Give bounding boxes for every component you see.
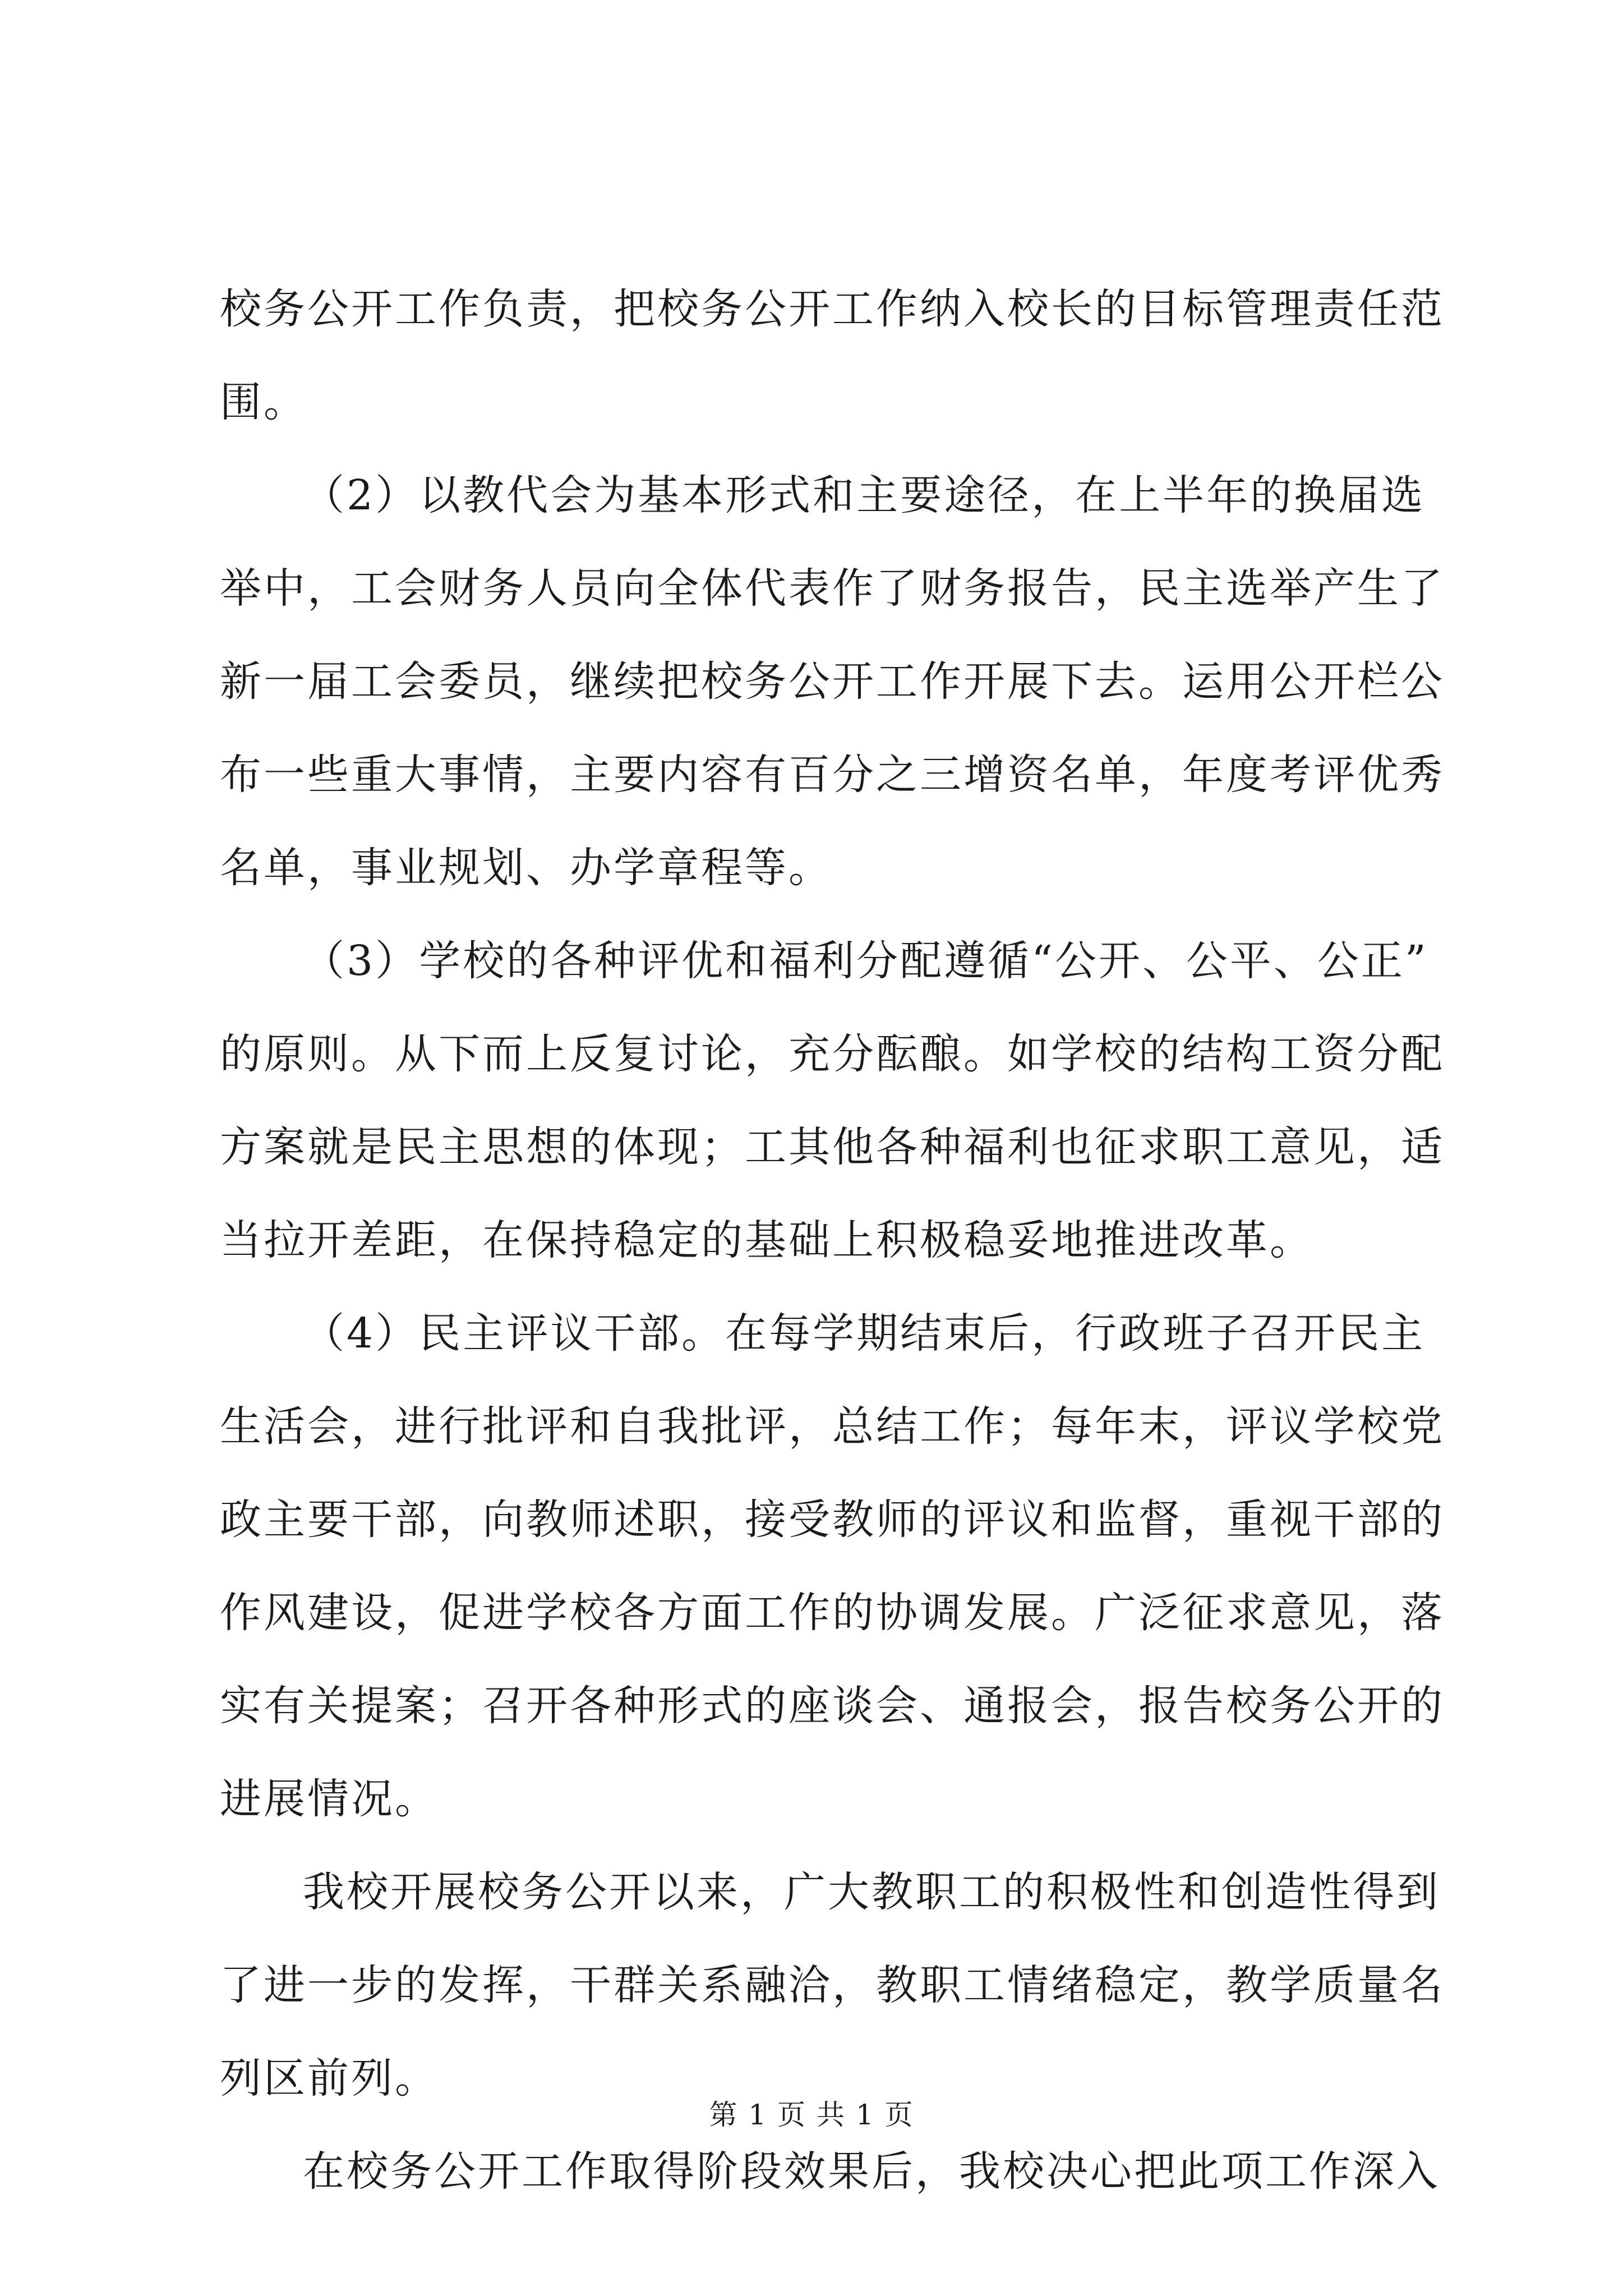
text-line: （4）民主评议干部。在每学期结束后，行政班子召开民主 bbox=[303, 1309, 1426, 1358]
text-line: 名单，事业规划、办学章程等。 bbox=[220, 844, 832, 892]
text-line: 的原则。从下而上反复讨论，充分酝酿。如学校的结构工资分配 bbox=[220, 1030, 1445, 1078]
text-line: （2）以教代会为基本形式和主要途径，在上半年的换届选 bbox=[303, 471, 1426, 519]
document-body bbox=[220, 263, 1445, 2218]
page-footer: 第 1 页 共 1 页 bbox=[709, 2099, 914, 2131]
text-line: 进展情况。 bbox=[220, 1775, 439, 1823]
text-line: 举中，工会财务人员向全体代表作了财务报告，民主选举产生了 bbox=[220, 564, 1445, 613]
text-line: 生活会，进行批评和自我批评，总结工作；每年末，评议学校党 bbox=[220, 1402, 1445, 1451]
text-line: 政主要干部，向教师述职，接受教师的评议和监督，重视干部的 bbox=[220, 1496, 1445, 1544]
text-line: 实有关提案；召开各种形式的座谈会、通报会，报告校务公开的 bbox=[220, 1682, 1445, 1730]
text-line: 当拉开差距，在保持稳定的基础上积极稳妥地推进改革。 bbox=[220, 1216, 1313, 1264]
text-line: 了进一步的发挥，干群关系融洽，教职工情绪稳定，教学质量名 bbox=[220, 1961, 1445, 2009]
text-line: 布一些重大事情，主要内容有百分之三增资名单，年度考评优秀 bbox=[220, 751, 1445, 799]
text-line: 校务公开工作负责，把校务公开工作纳入校长的目标管理责任范 bbox=[220, 285, 1445, 333]
text-line: 我校开展校务公开以来，广大教职工的积极性和创造性得到 bbox=[303, 1868, 1440, 1916]
text-line: 作风建设，促进学校各方面工作的协调发展。广泛征求意见，落 bbox=[220, 1589, 1445, 1637]
text-line: 在校务公开工作取得阶段效果后，我校决心把此项工作深入 bbox=[303, 2147, 1440, 2196]
text-line: 新一届工会委员，继续把校务公开工作开展下去。运用公开栏公 bbox=[220, 657, 1445, 706]
text-line: 列区前列。 bbox=[220, 2054, 439, 2102]
text-line: 围。 bbox=[220, 378, 307, 426]
text-line: 方案就是民主思想的体现；工其他各种福利也征求职工意见，适 bbox=[220, 1123, 1445, 1171]
text-line: （3）学校的各种评优和福利分配遵循“公开、公平、公正” bbox=[303, 937, 1428, 985]
